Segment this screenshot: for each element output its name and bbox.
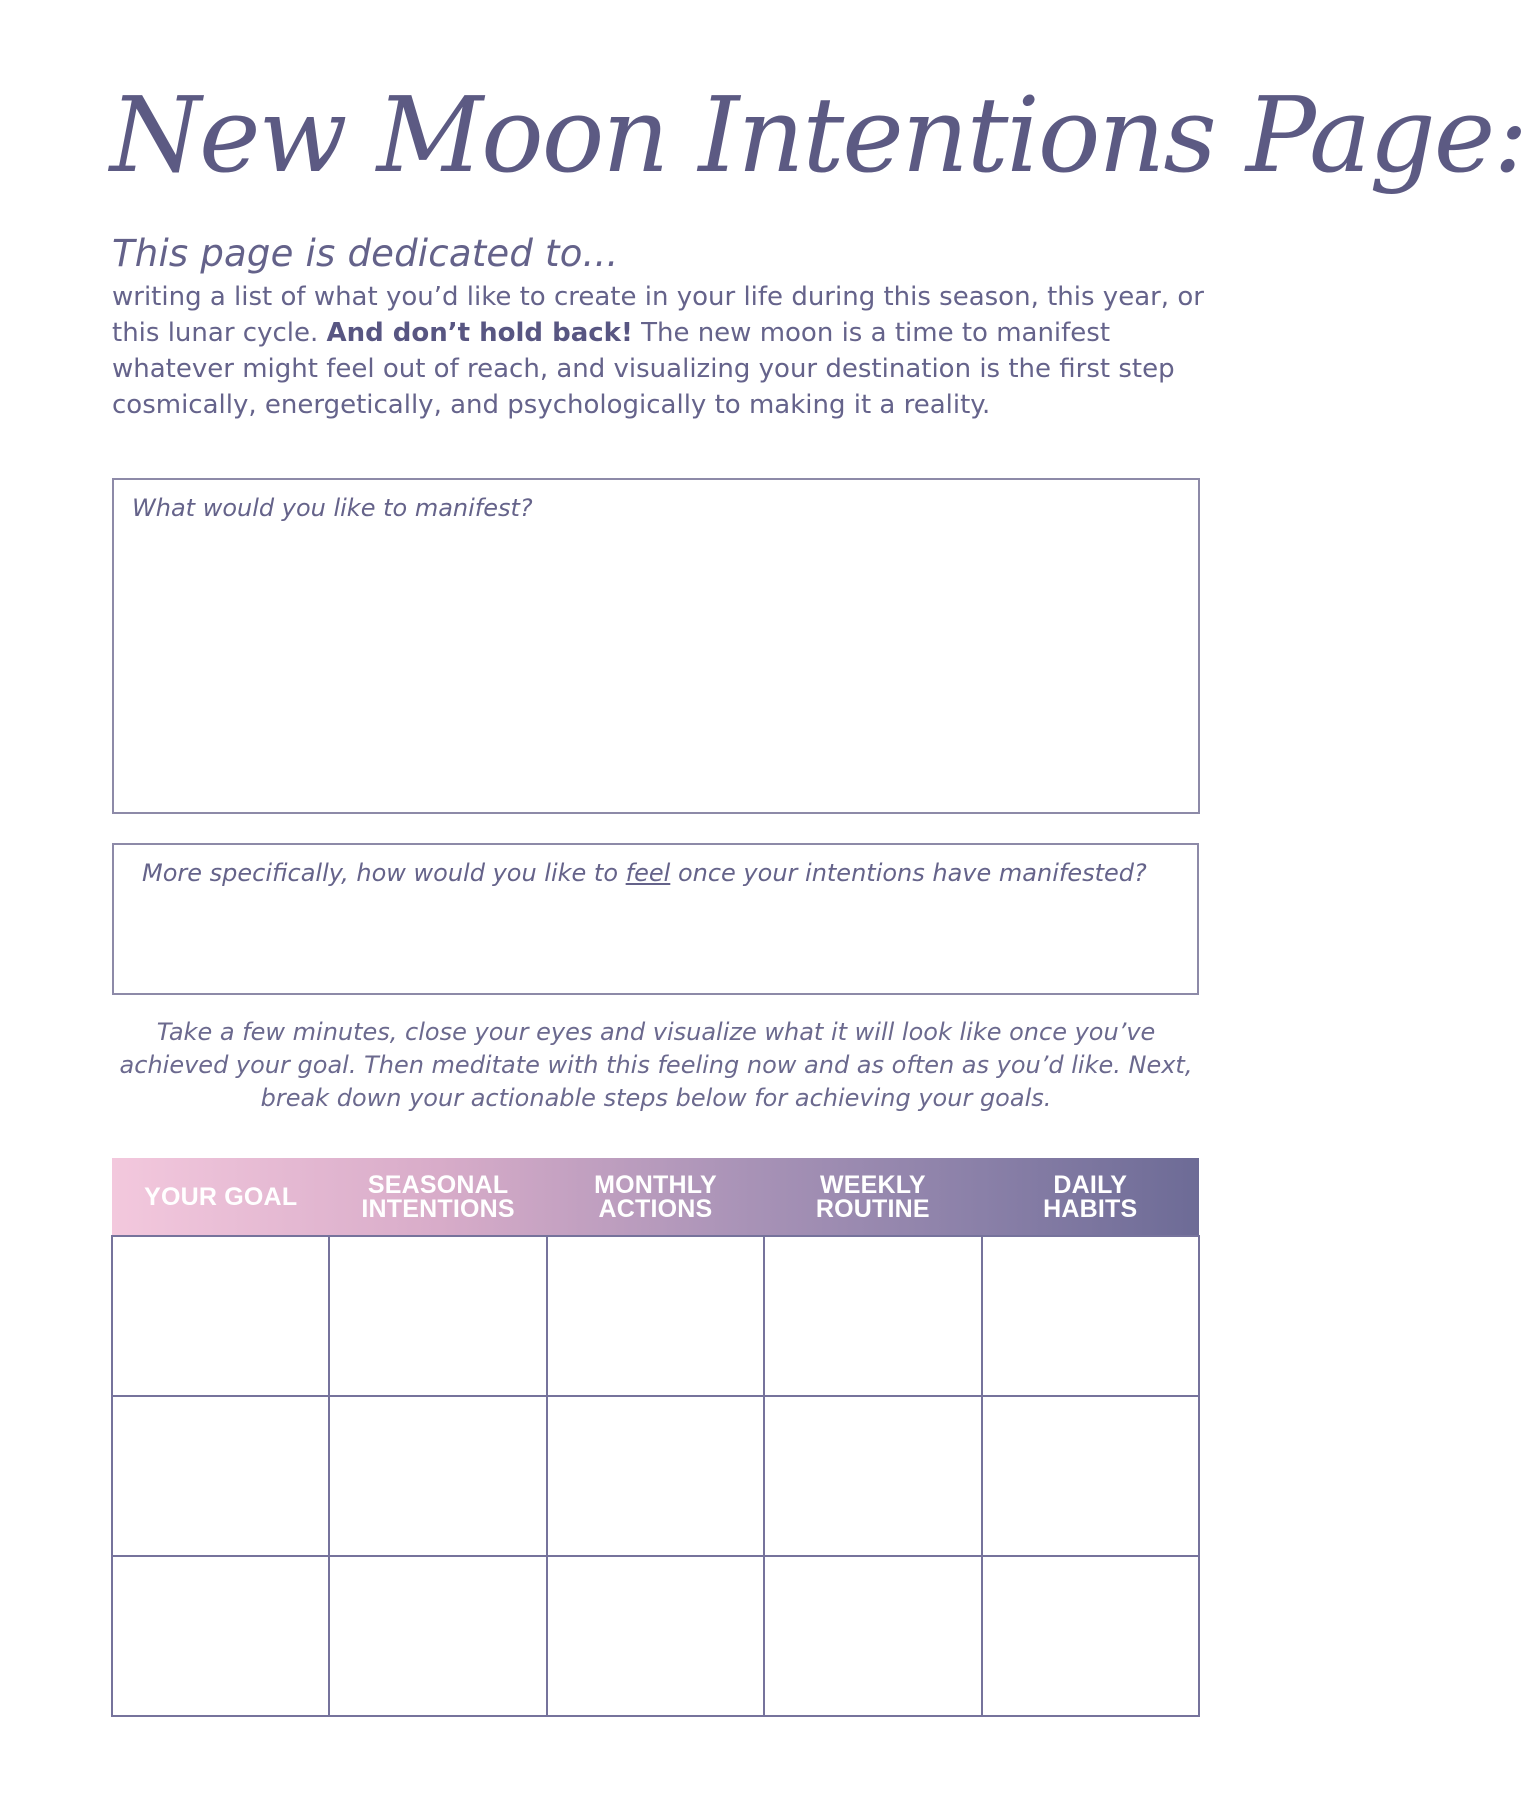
table-cell[interactable] [329,1236,546,1396]
manifest-prompt: What would you like to manifest? [132,494,533,522]
table-cell[interactable] [764,1396,981,1556]
feel-prompt-emphasis: feel [625,859,671,887]
table-cell[interactable] [982,1236,1199,1396]
header-seasonal-intentions [329,1158,546,1236]
feel-prompt-start: More specifically, how would you like to [142,859,626,887]
header-daily-line2: HABITS [1043,1194,1138,1223]
header-weekly-line2: ROUTINE [815,1194,930,1223]
header-seasonal-line1: SEASONAL [367,1170,509,1199]
intro-heading: This page is dedicated to... [112,232,619,275]
table-cell[interactable] [982,1556,1199,1716]
header-monthly-line1: MONTHLY [594,1170,717,1199]
table-cell[interactable] [112,1236,329,1396]
header-weekly-routine [764,1158,981,1236]
table-cell[interactable] [982,1396,1199,1556]
table-cell[interactable] [547,1556,764,1716]
table-cell[interactable] [329,1396,546,1556]
table-cell[interactable] [547,1396,764,1556]
header-your-goal [112,1158,329,1236]
table-cell[interactable] [547,1236,764,1396]
page-title: New Moon Intentions Page: [110,74,1526,196]
manifest-writing-box[interactable] [112,478,1200,814]
header-monthly-actions [547,1158,764,1236]
header-weekly-line1: WEEKLY [819,1170,926,1199]
table-row [112,1556,1199,1716]
table-row [112,1396,1199,1556]
visualization-instructions: Take a few minutes, close your eyes and visualize what it will look like once you’ve achieved your goal. Then meditate with this feeling now and as often as you’d like. Next, break down your actionable steps below for achieving your goals. [119,1018,1193,1112]
table-cell[interactable] [112,1396,329,1556]
table-cell[interactable] [329,1556,546,1716]
intro-paragraph [112,279,1222,423]
table-row [112,1236,1199,1396]
goals-table [111,1158,1200,1717]
header-seasonal-line2: INTENTIONS [361,1194,515,1223]
header-your-goal-line1: YOUR GOAL [144,1182,298,1211]
feel-writing-box[interactable] [112,843,1199,995]
header-daily-line1: DAILY [1053,1170,1128,1199]
intro-text-part2: The new moon is a time to manifest whatever might feel out of reach, and visualizing your destination is the first step cosmically, energetically, and psychologically to making it a reality. [112,318,1175,420]
table-cell[interactable] [764,1236,981,1396]
table-cell[interactable] [764,1556,981,1716]
goals-table-header-row [112,1158,1199,1236]
header-daily-habits [982,1158,1199,1236]
feel-prompt [142,859,1147,887]
feel-prompt-end: once your intentions have manifested? [670,859,1147,887]
header-monthly-line2: ACTIONS [598,1194,713,1223]
intro-text-bold: And don’t hold back! [326,318,633,348]
intro-text-part1: writing a list of what you’d like to create in your life during this season, this year, or this lunar cycle. [112,282,1204,348]
table-cell[interactable] [112,1556,329,1716]
